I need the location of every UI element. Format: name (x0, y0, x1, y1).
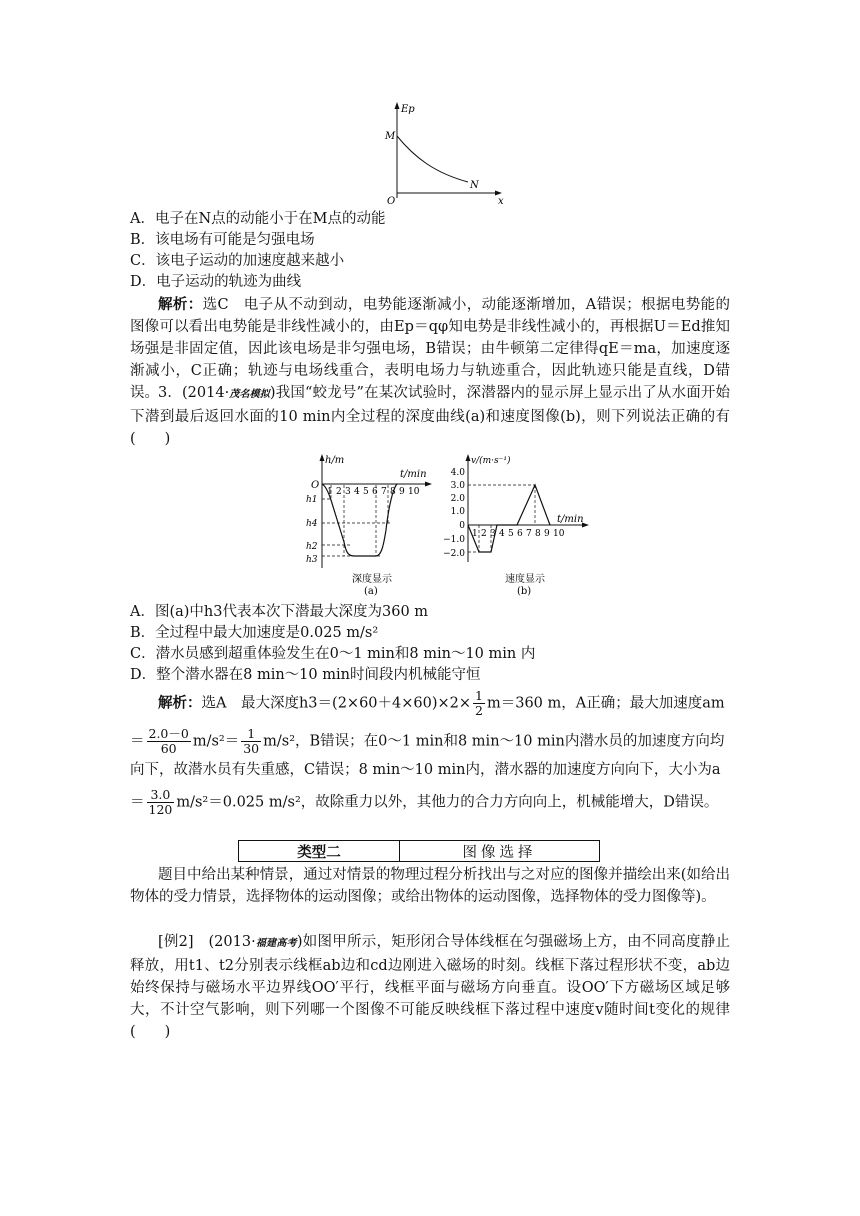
type-title: 图像选择 (462, 844, 537, 861)
ytick-b-neg2: −2.0 (443, 549, 465, 559)
q3-source-tag: 茂名模拟 (229, 389, 270, 400)
q3-solution-line4: ＝ $\frac{3.0}{120}$ m/s²＝0.025 m/s²，故除重力以外，其他力的合力方向向上，机械能增大，D错误。 (130, 787, 719, 817)
tick-a-8: 8 (390, 487, 396, 497)
time-axis-label-b: t/min (557, 514, 584, 525)
xtick-b-6: 6 (517, 529, 523, 539)
xtick-b-2: 2 (481, 529, 487, 539)
fraction-acc: $\frac{2.0-0}{60}$ (148, 726, 189, 756)
example2-source-tag: 福建高考 (255, 938, 297, 949)
ytick-b-3: 3.0 (450, 481, 465, 491)
caption-b: 速度显示 (505, 574, 545, 585)
q2-solution-text: 选C 电子从不动到动，电势能逐渐减小，动能逐渐增加，A错误；根据电势能的图像可以看出电势能是非线性减小的，由Ep＝qφ知电势是非线性减小的，再根据U＝Ed推知场强是非固定值，因此该电场是非匀强电场，B错误；由牛顿第二定律得qE＝ma，加速度逐渐减小，C正确；轨迹与电场线重合，表明电场力与轨迹重合，因此轨迹只能是直线，D错误。 (130, 297, 730, 401)
fraction-a: $\frac{3.0}{120}$ (148, 787, 173, 817)
x-axis-label: x (498, 196, 504, 207)
ytick-b-neg1: −1.0 (443, 535, 465, 545)
tick-a-1: 1 (327, 487, 333, 497)
ep-axis-label: Ep (401, 104, 415, 115)
xtick-b-4: 4 (499, 529, 505, 539)
q3-text: )我国“蛟龙号”在某次试验时，深潜器内的显示屏上显示出了从水面开始下潜到最后返回水面的10 min内全过程的深度曲线(a)和速度图像(b)，则下列说法正确的有( ) (130, 385, 731, 447)
tick-a-9: 9 (399, 487, 405, 497)
tick-a-10: 10 (408, 487, 420, 497)
fraction-half: $\frac{1}{2}$ (475, 688, 483, 718)
origin-label-a: O (311, 480, 320, 491)
q3-option-d: D．整个潜水器在8 min～10 min时间段内机械能守恒 (130, 667, 481, 683)
depth-axis-label: h/m (325, 455, 345, 466)
q3-solution-line1: 解析：选A 最大深度h3＝(2×60＋4×60)×2× $\frac{1}{2}$ m＝360 m，A正确；最大加速度am (158, 688, 725, 718)
q3-stem (130, 382, 730, 450)
q2-option-a: A．电子在N点的动能小于在M点的动能 (130, 211, 386, 227)
level-h4: h4 (306, 519, 318, 529)
q3-solution-line2: ＝ $\frac{2.0-0}{60}$ m/s²＝ $\frac{1}{30}$ m/s²，B错误；在0～1 min和8 min～10 min内潜水员的加速度方向均 (130, 726, 725, 756)
ytick-b-4: 4.0 (450, 468, 465, 478)
caption-a: 深度显示 (352, 574, 392, 585)
xtick-b-8: 8 (535, 529, 541, 539)
velocity-graph-b (435, 452, 595, 598)
point-m-label: M (385, 131, 396, 142)
example2-text: )如图甲所示，矩形闭合导体线框在匀强磁场上方，由不同高度静止释放，用t1、t2分别表示线框ab边和cd边刚进入磁场的时刻。线框下落过程形状不变，ab边始终保持与磁场水平边界线OO′平行，线框平面与磁场方向垂直。设OO′下方磁场区域足够大，不计空气影响，则下列哪一个图像不可能反映线框下落过程中速度v随时间t变化的规律( ) (130, 934, 731, 1040)
velocity-curve (468, 485, 550, 552)
depth-graph-a (300, 452, 440, 598)
ytick-b-2: 2.0 (450, 494, 465, 504)
q3-option-a: A．图(a)中h3代表本次下潜最大深度为360 m (130, 604, 429, 620)
type2-description: 题目中给出某种情景，通过对情景的物理过程分析找出与之对应的图像并描绘出来(如给出物体的受力情景，选择物体的运动图像；或给出物体的运动图像，选择物体的受力图像等)。 (130, 867, 730, 905)
fraction-30: $\frac{1}{30}$ (243, 726, 260, 756)
type-label: 类型二 (239, 841, 400, 861)
q3-option-c: C．潜水员感到超重体验发生在0～1 min和8 min～10 min 内 (130, 646, 536, 662)
ep-x-graph (370, 98, 510, 208)
q3-option-b: B．全过程中最大加速度是0.025 m/s² (130, 625, 379, 641)
example2: [例2] (2013·福建高考)如图甲所示，矩形闭合导体线框在匀强磁场上方，由不同高度静止释放，用t1、t2分别表示线框ab边和cd边刚进入磁场的时刻。线框下落过程形状不变，ab边始终保持与磁场水平边界线OO′平行，线框平面与磁场方向垂直。设OO′下方磁场区域足够大，不计空气影响，则下列哪一个图像不可能反映线框下落过程中速度v随时间t变化的规律( ) (130, 934, 731, 1040)
level-h2: h2 (306, 542, 318, 552)
solution-label-q3: 解析： (158, 694, 202, 712)
sub-b: (b) (517, 586, 532, 597)
q2-option-c: C．该电子运动的加速度越来越小 (130, 253, 345, 269)
tick-a-2: 2 (336, 487, 342, 497)
velocity-axis-label: v/(m·s⁻¹) (471, 456, 511, 466)
example-label: [例2] (158, 934, 194, 950)
xtick-b-1: 1 (472, 529, 478, 539)
xtick-b-3: 3 (490, 529, 496, 539)
type-header-box (238, 840, 600, 862)
q2-option-d: D．电子运动的轨迹为曲线 (130, 274, 302, 290)
tick-a-3: 3 (345, 487, 351, 497)
point-n-label: N (470, 180, 479, 191)
tick-a-7: 7 (381, 487, 387, 497)
tick-a-5: 5 (363, 487, 369, 497)
origin-label: O (387, 196, 396, 207)
q2-option-b: B．该电场有可能是匀强电场 (130, 232, 315, 248)
xtick-b-9: 9 (544, 529, 550, 539)
xtick-b-10: 10 (553, 529, 565, 539)
tick-a-4: 4 (354, 487, 360, 497)
ytick-b-0: 0 (459, 521, 465, 531)
time-axis-label: t/min (400, 469, 427, 480)
level-h1: h1 (306, 495, 318, 505)
q3-solution-line3: 向下，故潜水员有失重感，C错误；8 min～10 min内，潜水器的加速度方向向下，大小为a (130, 762, 721, 778)
xtick-b-7: 7 (526, 529, 532, 539)
solution-label: 解析： (158, 296, 203, 313)
tick-a-6: 6 (372, 487, 378, 497)
xtick-b-5: 5 (508, 529, 514, 539)
q3-number: 3．(2014· (158, 385, 230, 401)
level-h3: h3 (306, 555, 318, 565)
ytick-b-1: 1.0 (450, 507, 465, 517)
ep-curve (397, 136, 468, 182)
sub-a: (a) (364, 586, 378, 597)
